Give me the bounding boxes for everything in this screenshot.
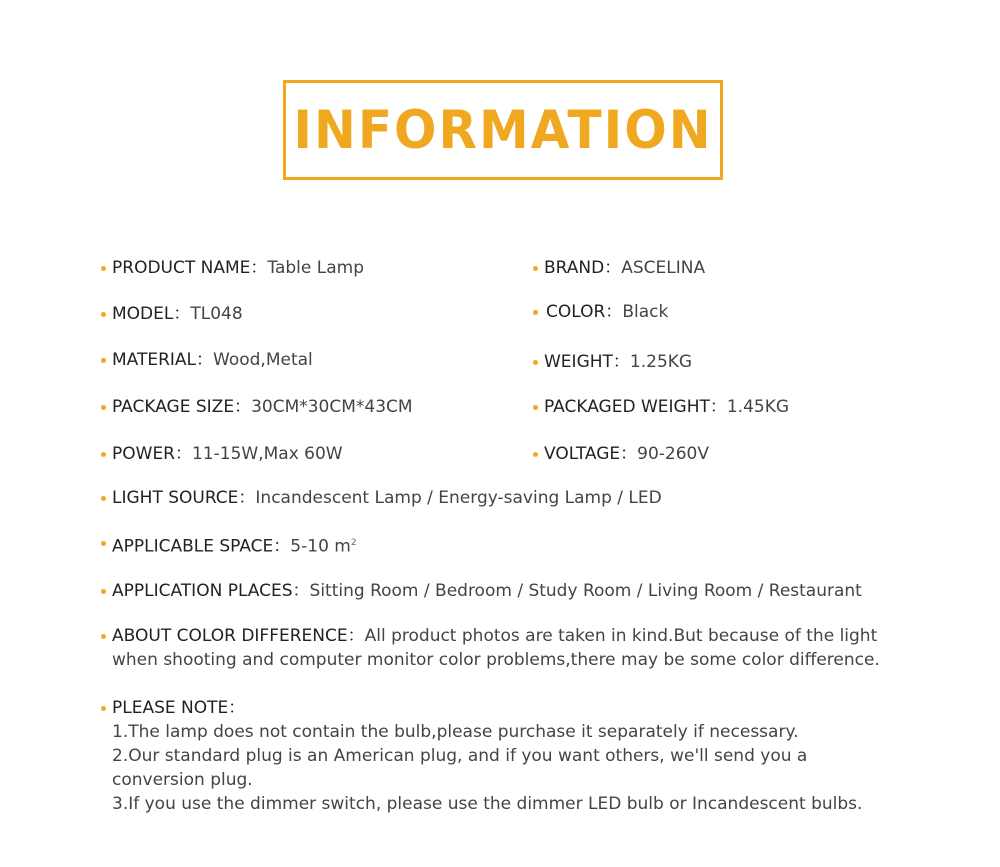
spec-label: MATERIAL： [112, 350, 214, 370]
spec-value: 11-15W,Max 60W [192, 444, 343, 464]
note-line: conversion plug. [112, 770, 253, 790]
spec-weight [544, 350, 692, 374]
spec-label: MODEL： [112, 304, 191, 324]
color-difference-line: when shooting and computer monitor color problems,there may be some color difference. [112, 650, 880, 670]
note-line: 1.The lamp does not contain the bulb,please purchase it separately if necessary. [112, 722, 799, 742]
spec-packaged-weight [544, 395, 789, 419]
spec-value: Table Lamp [267, 258, 364, 278]
spec-model [112, 302, 243, 326]
spec-label: APPLICABLE SPACE： [112, 536, 291, 557]
spec-light-source [112, 486, 662, 510]
spec-value: 1.25KG [629, 352, 693, 372]
note-line: 2.Our standard plug is an American plug, and if you want others, we'll send you a [112, 746, 808, 766]
spec-label: LIGHT SOURCE： [112, 488, 256, 508]
title-banner [283, 80, 723, 180]
spec-label: VOLTAGE： [544, 444, 638, 464]
spec-material [112, 348, 313, 372]
spec-value: 90-260V [637, 444, 709, 464]
spec-value: 5-10 m [290, 536, 351, 557]
bullet-icon [101, 496, 106, 501]
spec-label: PRODUCT NAME： [112, 258, 268, 278]
spec-brand [544, 256, 705, 280]
color-difference-block [112, 624, 880, 672]
bullet-icon [101, 266, 106, 271]
page-title: INFORMATION [293, 99, 713, 161]
bullet-icon [533, 266, 538, 271]
spec-voltage [544, 442, 709, 466]
spec-package-size [112, 395, 413, 419]
bullet-icon [101, 405, 106, 410]
spec-value: 30CM*30CM*43CM [251, 397, 413, 417]
bullet-icon [101, 452, 106, 457]
please-note-block [112, 696, 862, 816]
spec-label: APPLICATION PLACES： [112, 581, 310, 601]
spec-value: 1.45KG [726, 397, 790, 417]
spec-value: Incandescent Lamp / Energy-saving Lamp / LED [255, 488, 662, 508]
unit-superscript: 2 [350, 538, 357, 548]
spec-label: BRAND： [544, 258, 622, 278]
spec-color [546, 300, 668, 324]
spec-application-places [112, 579, 862, 603]
bullet-icon [101, 312, 106, 317]
spec-value: Wood,Metal [213, 350, 313, 370]
bullet-icon [101, 541, 106, 546]
note-line: 3.If you use the dimmer switch, please use the dimmer LED bulb or Incandescent bulbs. [112, 794, 863, 814]
spec-label: PACKAGED WEIGHT： [544, 397, 727, 417]
color-difference-line: All product photos are taken in kind.But because of the light [364, 626, 878, 646]
spec-label: POWER： [112, 444, 192, 464]
bullet-icon [101, 634, 106, 639]
spec-applicable-space [112, 531, 357, 559]
spec-product-name [112, 256, 364, 280]
bullet-icon [533, 405, 538, 410]
spec-label: WEIGHT： [544, 352, 630, 372]
spec-value: TL048 [190, 304, 243, 324]
bullet-icon [101, 589, 106, 594]
spec-label: PACKAGE SIZE： [112, 397, 252, 417]
bullet-icon [533, 452, 538, 457]
spec-label: ABOUT COLOR DIFFERENCE： [112, 626, 365, 646]
spec-power [112, 442, 343, 466]
spec-label: COLOR： [546, 302, 623, 322]
spec-value: Sitting Room / Bedroom / Study Room / Living Room / Restaurant [309, 581, 862, 601]
spec-label: PLEASE NOTE： [112, 698, 246, 718]
spec-value: Black [622, 302, 669, 322]
bullet-icon [533, 310, 538, 315]
bullet-icon [101, 706, 106, 711]
bullet-icon [101, 358, 106, 363]
spec-value: ASCELINA [621, 258, 706, 278]
bullet-icon [533, 360, 538, 365]
